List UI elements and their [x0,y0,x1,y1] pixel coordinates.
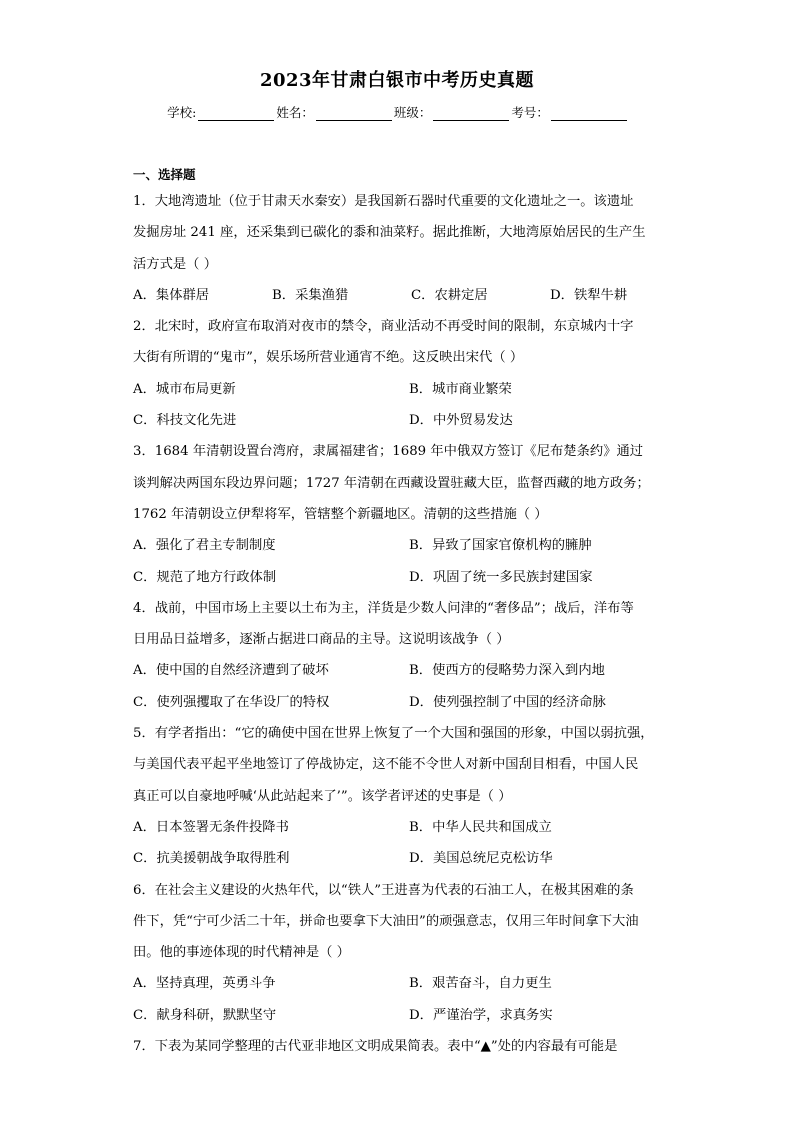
question-stem-line: 6．在社会主义建设的火热年代，以“铁人”王进喜为代表的石油工人，在极其困难的条 [133,882,634,898]
question-2 [133,311,673,436]
question-stem-line: 4．战前，中国市场上主要以土布为主，洋货是少数人问津的“奢侈品”；战后，洋布等 [133,600,634,616]
option-c[interactable]: C．农耕定居 [411,287,488,303]
options-row [133,687,673,718]
option-a[interactable]: A．日本签署无条件投降书 [133,819,289,835]
question-5 [133,718,673,874]
option-c[interactable]: C．献身科研，默默坚守 [133,1007,277,1023]
section-heading: 一、选择题 [133,167,196,182]
field-label: 姓名： [276,105,314,120]
question-stem-line: 件下，凭“宁可少活二十年，拼命也要拿下大油田”的顽强意志，仅用三年时间拿下大油 [133,913,639,929]
options-row [133,374,673,405]
question-stem-line: 1．大地湾遗址（位于甘肃天水秦安）是我国新石器时代重要的文化遗址之一。该遗址 [133,194,634,209]
question-stem-line: 3．1684 年清朝设置台湾府，隶属福建省；1689 年中俄双方签订《尼布楚条约》通过 [133,444,644,460]
option-a[interactable]: A．使中国的自然经济遭到了破坏 [133,663,329,679]
field-label: 班级： [393,105,432,120]
options-row [133,562,673,593]
question-stem-line: 2．北宋时，政府宣布取消对夜市的禁令，商业活动不再受时间的限制，东京城内十字 [133,319,634,335]
question-stem-line: 田。他的事迹体现的时代精神是（ ） [133,945,350,961]
option-c[interactable]: C．科技文化先进 [133,413,237,429]
blank-line[interactable] [433,106,509,121]
options-row [133,968,673,999]
question-list [133,186,673,1062]
option-c[interactable]: C．使列强攫取了在华设厂的特权 [133,694,330,710]
options-row [133,280,673,311]
question-stem-line: 1762 年清朝设立伊犁将军，管辖整个新疆地区。清朝的这些措施（ ） [133,506,548,522]
option-d[interactable]: D．使列强控制了中国的经济命脉 [409,694,606,710]
school-field[interactable] [167,103,274,121]
name-field[interactable] [276,103,392,121]
option-d[interactable]: D．美国总统尼克松访华 [409,851,553,867]
option-b[interactable]: B．艰苦奋斗，自力更生 [409,976,552,992]
field-label: 学校: [167,105,197,120]
question-stem-line: 大街有所谓的“鬼市”，娱乐场所营业通宵不绝。这反映出宋代（ ） [133,350,524,366]
exam-number-field[interactable] [511,103,627,121]
question-stem-line: 与美国代表平起平坐地签订了停战协定，这不能不令世人对新中国刮目相看，中国人民 [133,757,639,773]
options-row [133,843,673,874]
option-b[interactable]: B．城市商业繁荣 [409,381,512,397]
student-info-fields [0,103,794,121]
option-c[interactable]: C．规范了地方行政体制 [133,569,277,585]
question-7 [133,1031,673,1062]
blank-line[interactable] [551,106,627,121]
question-3 [133,436,673,592]
options-row [133,655,673,686]
option-d[interactable]: D．中外贸易发达 [409,413,513,429]
option-a[interactable]: A．集体群居 [133,287,210,303]
question-stem-line: 真正可以自豪地呼喊‘从此站起来了’”。该学者评述的史事是（ ） [133,788,512,804]
option-b[interactable]: B．中华人民共和国成立 [409,819,552,835]
question-stem-line: 谈判解决两国东段边界问题；1727 年清朝在西藏设置驻藏大臣，监督西藏的地方政务； [133,475,650,491]
option-d[interactable]: D．严谨治学，求真务实 [409,1007,553,1023]
question-stem-line: 发掘房址 241 座，还采集到已碳化的黍和油菜籽。据此推断，大地湾原始居民的生产生 [133,225,646,241]
option-b[interactable]: B．异致了国家官僚机构的臃肿 [409,538,592,554]
option-d[interactable]: D．铁犁牛耕 [550,287,628,303]
question-1 [133,186,673,311]
option-a[interactable]: A．坚持真理，英勇斗争 [133,976,276,992]
question-4 [133,593,673,718]
option-d[interactable]: D．巩固了统一多民族封建国家 [409,569,593,585]
options-row [133,405,673,436]
question-6 [133,875,673,1031]
class-field[interactable] [394,103,510,121]
field-label: 考号： [511,105,549,120]
options-row [133,812,673,843]
blank-line[interactable] [316,106,392,121]
question-stem-line: 7．下表为某同学整理的古代亚非地区文明成果简表。表中“▲”处的内容最有可能是 [133,1039,618,1055]
option-c[interactable]: C．抗美援朝战争取得胜利 [133,851,290,867]
options-row [133,1000,673,1031]
option-a[interactable]: A．城市布局更新 [133,381,236,397]
question-stem-line: 活方式是（ ） [133,256,218,272]
option-b[interactable]: B．使西方的侵略势力深入到内地 [409,663,605,679]
question-stem-line: 5．有学者指出：“它的确使中国在世界上恢复了一个大国和强国的形象，中国以弱抗强， [133,726,654,742]
blank-line[interactable] [198,106,274,121]
question-stem-line: 日用品日益增多，逐渐占据进口商品的主导。这说明该战争（ ） [133,632,510,648]
option-a[interactable]: A．强化了君主专制制度 [133,538,276,554]
options-row [133,530,673,561]
page-title: 2023年甘肃白银市中考历史真题 [259,70,535,91]
option-b[interactable]: B．采集渔猎 [272,287,349,303]
